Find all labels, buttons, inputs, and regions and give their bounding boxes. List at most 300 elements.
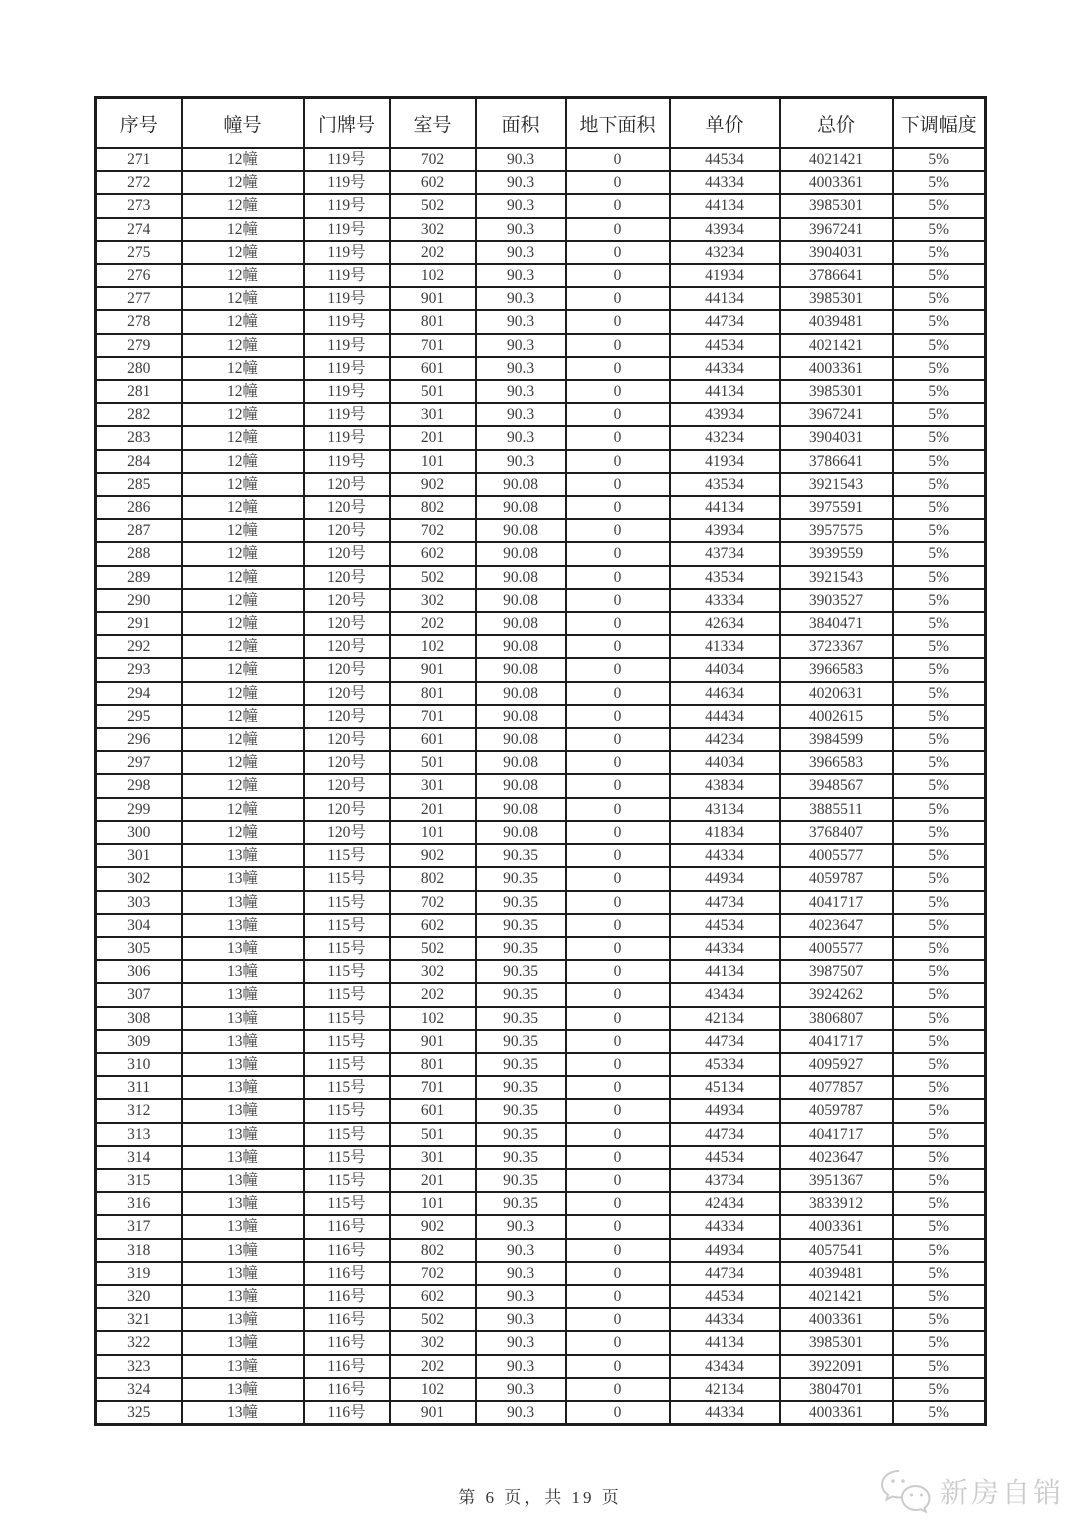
- table-row: [96, 774, 986, 797]
- cell-index: 289: [96, 566, 182, 589]
- table-row: [96, 1123, 986, 1146]
- cell-basement-area: 0: [566, 496, 670, 519]
- cell-building-no: 12幢: [182, 682, 304, 705]
- cell-index: 281: [96, 380, 182, 403]
- cell-building-no: 12幢: [182, 589, 304, 612]
- cell-area: 90.35: [476, 914, 566, 937]
- cell-unit-price: 44134: [670, 194, 780, 217]
- cell-unit-price: 44134: [670, 380, 780, 403]
- cell-building-no: 13幢: [182, 1099, 304, 1122]
- cell-index: 295: [96, 705, 182, 728]
- table-row: [96, 1378, 986, 1401]
- table-row: [96, 566, 986, 589]
- cell-area: 90.35: [476, 1123, 566, 1146]
- cell-door-no: 115号: [304, 1169, 390, 1192]
- cell-total-price: 4021421: [780, 148, 893, 171]
- table-row: [96, 728, 986, 751]
- cell-unit-price: 42134: [670, 1007, 780, 1030]
- cell-index: 316: [96, 1192, 182, 1215]
- cell-unit-price: 45134: [670, 1076, 780, 1099]
- cell-total-price: 3903527: [780, 589, 893, 612]
- cell-total-price: 4002615: [780, 705, 893, 728]
- cell-discount: 5%: [893, 1215, 986, 1238]
- cell-building-no: 12幢: [182, 450, 304, 473]
- table-row: [96, 1192, 986, 1215]
- table-row: [96, 705, 986, 728]
- cell-discount: 5%: [893, 171, 986, 194]
- cell-building-no: 12幢: [182, 171, 304, 194]
- cell-door-no: 119号: [304, 380, 390, 403]
- cell-room-no: 502: [390, 194, 476, 217]
- cell-unit-price: 44934: [670, 1239, 780, 1262]
- table-row: [96, 821, 986, 844]
- cell-index: 285: [96, 473, 182, 496]
- cell-door-no: 119号: [304, 334, 390, 357]
- cell-unit-price: 44134: [670, 496, 780, 519]
- cell-area: 90.35: [476, 1192, 566, 1215]
- cell-unit-price: 42634: [670, 612, 780, 635]
- cell-door-no: 120号: [304, 774, 390, 797]
- cell-building-no: 12幢: [182, 241, 304, 264]
- cell-room-no: 302: [390, 1331, 476, 1354]
- cell-area: 90.35: [476, 1076, 566, 1099]
- cell-door-no: 120号: [304, 682, 390, 705]
- cell-discount: 5%: [893, 682, 986, 705]
- cell-area: 90.3: [476, 1331, 566, 1354]
- cell-room-no: 301: [390, 774, 476, 797]
- cell-unit-price: 44934: [670, 867, 780, 890]
- cell-discount: 5%: [893, 310, 986, 333]
- cell-basement-area: 0: [566, 450, 670, 473]
- cell-total-price: 3786641: [780, 264, 893, 287]
- cell-door-no: 120号: [304, 635, 390, 658]
- cell-door-no: 119号: [304, 171, 390, 194]
- column-header-room-no: 室号: [390, 98, 476, 149]
- cell-unit-price: 44334: [670, 357, 780, 380]
- cell-discount: 5%: [893, 426, 986, 449]
- cell-area: 90.08: [476, 612, 566, 635]
- table-row: [96, 937, 986, 960]
- cell-door-no: 116号: [304, 1215, 390, 1238]
- cell-unit-price: 43334: [670, 589, 780, 612]
- cell-index: 280: [96, 357, 182, 380]
- cell-total-price: 3921543: [780, 473, 893, 496]
- cell-discount: 5%: [893, 566, 986, 589]
- cell-building-no: 13幢: [182, 1192, 304, 1215]
- cell-basement-area: 0: [566, 218, 670, 241]
- cell-building-no: 13幢: [182, 1215, 304, 1238]
- cell-basement-area: 0: [566, 334, 670, 357]
- cell-total-price: 4041717: [780, 1030, 893, 1053]
- cell-basement-area: 0: [566, 937, 670, 960]
- cell-door-no: 116号: [304, 1355, 390, 1378]
- cell-basement-area: 0: [566, 1262, 670, 1285]
- cell-index: 308: [96, 1007, 182, 1030]
- cell-area: 90.3: [476, 334, 566, 357]
- cell-room-no: 601: [390, 1099, 476, 1122]
- table-row: [96, 1262, 986, 1285]
- cell-area: 90.08: [476, 519, 566, 542]
- cell-door-no: 120号: [304, 612, 390, 635]
- cell-total-price: 4041717: [780, 1123, 893, 1146]
- cell-basement-area: 0: [566, 264, 670, 287]
- cell-index: 297: [96, 751, 182, 774]
- table-row: [96, 1076, 986, 1099]
- cell-unit-price: 43734: [670, 542, 780, 565]
- cell-room-no: 201: [390, 1169, 476, 1192]
- cell-area: 90.08: [476, 589, 566, 612]
- cell-basement-area: 0: [566, 1355, 670, 1378]
- cell-room-no: 801: [390, 1053, 476, 1076]
- cell-unit-price: 43934: [670, 519, 780, 542]
- table-row: [96, 287, 986, 310]
- cell-index: 294: [96, 682, 182, 705]
- cell-building-no: 12幢: [182, 774, 304, 797]
- cell-index: 301: [96, 844, 182, 867]
- cell-total-price: 3966583: [780, 658, 893, 681]
- cell-total-price: 3948567: [780, 774, 893, 797]
- table-row: [96, 891, 986, 914]
- cell-building-no: 13幢: [182, 867, 304, 890]
- cell-basement-area: 0: [566, 1378, 670, 1401]
- column-header-unit-price: 单价: [670, 98, 780, 149]
- cell-door-no: 120号: [304, 496, 390, 519]
- cell-door-no: 120号: [304, 473, 390, 496]
- column-header-index: 序号: [96, 98, 182, 149]
- cell-unit-price: 44334: [670, 937, 780, 960]
- cell-total-price: 3904031: [780, 426, 893, 449]
- table-row: [96, 867, 986, 890]
- cell-room-no: 201: [390, 426, 476, 449]
- cell-discount: 5%: [893, 519, 986, 542]
- cell-room-no: 901: [390, 658, 476, 681]
- cell-total-price: 3957575: [780, 519, 893, 542]
- cell-unit-price: 42134: [670, 1378, 780, 1401]
- cell-discount: 5%: [893, 403, 986, 426]
- cell-basement-area: 0: [566, 821, 670, 844]
- cell-index: 319: [96, 1262, 182, 1285]
- cell-index: 296: [96, 728, 182, 751]
- cell-door-no: 116号: [304, 1331, 390, 1354]
- cell-building-no: 12幢: [182, 566, 304, 589]
- cell-discount: 5%: [893, 821, 986, 844]
- cell-total-price: 4005577: [780, 844, 893, 867]
- cell-unit-price: 44734: [670, 891, 780, 914]
- cell-index: 292: [96, 635, 182, 658]
- cell-basement-area: 0: [566, 682, 670, 705]
- cell-area: 90.35: [476, 1053, 566, 1076]
- cell-building-no: 12幢: [182, 426, 304, 449]
- cell-total-price: 4003361: [780, 1308, 893, 1331]
- cell-discount: 5%: [893, 1099, 986, 1122]
- cell-index: 324: [96, 1378, 182, 1401]
- cell-room-no: 702: [390, 148, 476, 171]
- cell-total-price: 3833912: [780, 1192, 893, 1215]
- cell-discount: 5%: [893, 705, 986, 728]
- cell-building-no: 13幢: [182, 1146, 304, 1169]
- cell-building-no: 12幢: [182, 403, 304, 426]
- cell-total-price: 4041717: [780, 891, 893, 914]
- table-row: [96, 450, 986, 473]
- table-row: [96, 171, 986, 194]
- cell-room-no: 902: [390, 1215, 476, 1238]
- cell-index: 309: [96, 1030, 182, 1053]
- cell-building-no: 13幢: [182, 1401, 304, 1425]
- cell-area: 90.08: [476, 774, 566, 797]
- cell-unit-price: 43434: [670, 1355, 780, 1378]
- table-row: [96, 473, 986, 496]
- cell-building-no: 12幢: [182, 635, 304, 658]
- cell-discount: 5%: [893, 473, 986, 496]
- cell-index: 317: [96, 1215, 182, 1238]
- cell-index: 283: [96, 426, 182, 449]
- cell-door-no: 115号: [304, 937, 390, 960]
- cell-total-price: 3786641: [780, 450, 893, 473]
- cell-basement-area: 0: [566, 1030, 670, 1053]
- cell-unit-price: 44734: [670, 310, 780, 333]
- cell-basement-area: 0: [566, 357, 670, 380]
- cell-building-no: 13幢: [182, 1007, 304, 1030]
- cell-index: 304: [96, 914, 182, 937]
- cell-basement-area: 0: [566, 403, 670, 426]
- cell-building-no: 13幢: [182, 1169, 304, 1192]
- cell-index: 299: [96, 798, 182, 821]
- cell-room-no: 701: [390, 705, 476, 728]
- cell-basement-area: 0: [566, 1239, 670, 1262]
- cell-unit-price: 43434: [670, 983, 780, 1006]
- cell-area: 90.3: [476, 194, 566, 217]
- cell-basement-area: 0: [566, 1192, 670, 1215]
- cell-room-no: 102: [390, 635, 476, 658]
- cell-total-price: 3723367: [780, 635, 893, 658]
- cell-index: 305: [96, 937, 182, 960]
- cell-door-no: 120号: [304, 751, 390, 774]
- cell-area: 90.3: [476, 450, 566, 473]
- cell-room-no: 102: [390, 1007, 476, 1030]
- cell-total-price: 3921543: [780, 566, 893, 589]
- cell-basement-area: 0: [566, 1308, 670, 1331]
- cell-discount: 5%: [893, 148, 986, 171]
- cell-door-no: 119号: [304, 357, 390, 380]
- cell-building-no: 13幢: [182, 1378, 304, 1401]
- cell-basement-area: 0: [566, 751, 670, 774]
- cell-basement-area: 0: [566, 287, 670, 310]
- cell-door-no: 120号: [304, 589, 390, 612]
- cell-unit-price: 44034: [670, 751, 780, 774]
- cell-door-no: 115号: [304, 914, 390, 937]
- cell-discount: 5%: [893, 960, 986, 983]
- column-header-door-no: 门牌号: [304, 98, 390, 149]
- cell-unit-price: 43834: [670, 774, 780, 797]
- cell-area: 90.3: [476, 218, 566, 241]
- table-row: [96, 241, 986, 264]
- table-row: [96, 1239, 986, 1262]
- cell-basement-area: 0: [566, 844, 670, 867]
- table-row: [96, 1285, 986, 1308]
- cell-door-no: 115号: [304, 1007, 390, 1030]
- cell-total-price: 4005577: [780, 937, 893, 960]
- table-row: [96, 1169, 986, 1192]
- cell-discount: 5%: [893, 774, 986, 797]
- cell-index: 302: [96, 867, 182, 890]
- cell-discount: 5%: [893, 1192, 986, 1215]
- cell-building-no: 12幢: [182, 287, 304, 310]
- cell-basement-area: 0: [566, 1007, 670, 1030]
- cell-door-no: 119号: [304, 403, 390, 426]
- cell-door-no: 119号: [304, 264, 390, 287]
- cell-basement-area: 0: [566, 1099, 670, 1122]
- cell-door-no: 119号: [304, 241, 390, 264]
- cell-basement-area: 0: [566, 1331, 670, 1354]
- cell-room-no: 701: [390, 334, 476, 357]
- cell-area: 90.3: [476, 1262, 566, 1285]
- cell-unit-price: 43734: [670, 1169, 780, 1192]
- cell-area: 90.08: [476, 473, 566, 496]
- cell-basement-area: 0: [566, 658, 670, 681]
- cell-unit-price: 44334: [670, 171, 780, 194]
- cell-area: 90.3: [476, 403, 566, 426]
- cell-area: 90.3: [476, 1308, 566, 1331]
- cell-room-no: 901: [390, 1030, 476, 1053]
- cell-building-no: 13幢: [182, 1308, 304, 1331]
- cell-total-price: 4095927: [780, 1053, 893, 1076]
- cell-room-no: 901: [390, 287, 476, 310]
- cell-room-no: 902: [390, 473, 476, 496]
- cell-total-price: 4021421: [780, 1285, 893, 1308]
- cell-discount: 5%: [893, 891, 986, 914]
- table-row: [96, 612, 986, 635]
- cell-building-no: 12幢: [182, 496, 304, 519]
- cell-unit-price: 43234: [670, 426, 780, 449]
- cell-room-no: 602: [390, 171, 476, 194]
- cell-total-price: 4003361: [780, 171, 893, 194]
- cell-index: 320: [96, 1285, 182, 1308]
- cell-index: 277: [96, 287, 182, 310]
- cell-unit-price: 44334: [670, 1401, 780, 1425]
- cell-index: 300: [96, 821, 182, 844]
- cell-discount: 5%: [893, 542, 986, 565]
- table-row: [96, 194, 986, 217]
- cell-total-price: 3924262: [780, 983, 893, 1006]
- cell-basement-area: 0: [566, 1285, 670, 1308]
- cell-unit-price: 44734: [670, 1262, 780, 1285]
- cell-door-no: 115号: [304, 867, 390, 890]
- cell-door-no: 119号: [304, 218, 390, 241]
- wechat-icon: [880, 1468, 932, 1514]
- cell-total-price: 3951367: [780, 1169, 893, 1192]
- cell-unit-price: 44534: [670, 1285, 780, 1308]
- cell-area: 90.08: [476, 496, 566, 519]
- cell-building-no: 12幢: [182, 264, 304, 287]
- cell-discount: 5%: [893, 264, 986, 287]
- cell-total-price: 3804701: [780, 1378, 893, 1401]
- cell-unit-price: 43534: [670, 473, 780, 496]
- cell-door-no: 115号: [304, 1099, 390, 1122]
- cell-building-no: 13幢: [182, 1030, 304, 1053]
- cell-discount: 5%: [893, 241, 986, 264]
- cell-room-no: 602: [390, 914, 476, 937]
- cell-building-no: 12幢: [182, 821, 304, 844]
- cell-discount: 5%: [893, 1355, 986, 1378]
- cell-unit-price: 42434: [670, 1192, 780, 1215]
- cell-total-price: 4057541: [780, 1239, 893, 1262]
- table-row: [96, 1053, 986, 1076]
- table-row: [96, 357, 986, 380]
- cell-total-price: 4003361: [780, 357, 893, 380]
- cell-door-no: 120号: [304, 542, 390, 565]
- cell-total-price: 4023647: [780, 1146, 893, 1169]
- cell-index: 306: [96, 960, 182, 983]
- cell-area: 90.08: [476, 682, 566, 705]
- table-row: [96, 1331, 986, 1354]
- cell-room-no: 702: [390, 891, 476, 914]
- table-row: [96, 960, 986, 983]
- cell-building-no: 12幢: [182, 148, 304, 171]
- cell-total-price: 3985301: [780, 380, 893, 403]
- cell-total-price: 3985301: [780, 1331, 893, 1354]
- cell-discount: 5%: [893, 844, 986, 867]
- cell-discount: 5%: [893, 1308, 986, 1331]
- cell-room-no: 801: [390, 682, 476, 705]
- cell-discount: 5%: [893, 1169, 986, 1192]
- cell-discount: 5%: [893, 1030, 986, 1053]
- cell-area: 90.35: [476, 937, 566, 960]
- cell-discount: 5%: [893, 937, 986, 960]
- cell-index: 298: [96, 774, 182, 797]
- cell-basement-area: 0: [566, 194, 670, 217]
- cell-discount: 5%: [893, 334, 986, 357]
- column-header-discount: 下调幅度: [893, 98, 986, 149]
- cell-discount: 5%: [893, 658, 986, 681]
- cell-index: 310: [96, 1053, 182, 1076]
- cell-unit-price: 44634: [670, 682, 780, 705]
- cell-basement-area: 0: [566, 1076, 670, 1099]
- cell-index: 323: [96, 1355, 182, 1378]
- cell-room-no: 602: [390, 542, 476, 565]
- table-row: [96, 1030, 986, 1053]
- cell-room-no: 702: [390, 1262, 476, 1285]
- table-row: [96, 519, 986, 542]
- cell-building-no: 13幢: [182, 1123, 304, 1146]
- table-row: [96, 844, 986, 867]
- cell-room-no: 501: [390, 751, 476, 774]
- cell-basement-area: 0: [566, 891, 670, 914]
- cell-index: 271: [96, 148, 182, 171]
- column-header-area: 面积: [476, 98, 566, 149]
- cell-basement-area: 0: [566, 960, 670, 983]
- cell-building-no: 13幢: [182, 844, 304, 867]
- cell-unit-price: 41334: [670, 635, 780, 658]
- cell-area: 90.35: [476, 891, 566, 914]
- cell-discount: 5%: [893, 1123, 986, 1146]
- cell-area: 90.08: [476, 821, 566, 844]
- cell-door-no: 116号: [304, 1401, 390, 1425]
- cell-index: 272: [96, 171, 182, 194]
- column-header-basement-area: 地下面积: [566, 98, 670, 149]
- cell-area: 90.3: [476, 1355, 566, 1378]
- cell-index: 318: [96, 1239, 182, 1262]
- cell-discount: 5%: [893, 751, 986, 774]
- cell-index: 303: [96, 891, 182, 914]
- table-row: [96, 635, 986, 658]
- cell-area: 90.3: [476, 426, 566, 449]
- cell-room-no: 101: [390, 821, 476, 844]
- cell-basement-area: 0: [566, 798, 670, 821]
- cell-door-no: 116号: [304, 1285, 390, 1308]
- cell-door-no: 120号: [304, 658, 390, 681]
- cell-basement-area: 0: [566, 380, 670, 403]
- cell-unit-price: 44134: [670, 287, 780, 310]
